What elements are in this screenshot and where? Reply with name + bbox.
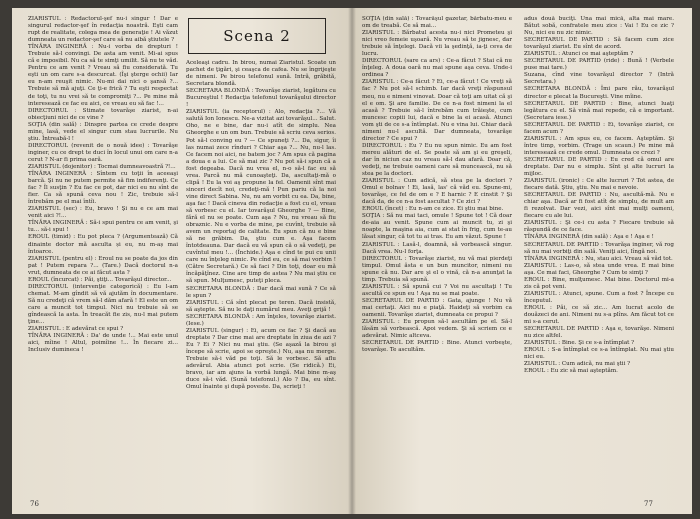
left-page bbox=[12, 8, 352, 514]
left-column-1: ZIARISTUL : Redactorul-şef nu-i singur ! Dar e singurul redactor-şef în redacţia noastră. Eşti cam rupt de realitate, colega mea de generaţie ! Ai văzut dumneata un redactor-şef care să nu aibă ştiutele ? TÎNĂRA INGINERĂ : Nu-i vorba de drepturi ! Trebuie să-l convingi. De asta am venit. Mi-ai spus că e imposibil. Nu ca să te simţi umilit. Să nu te văd. Pentru ce am venit ? Vreau să fiu considerată. Tu eşti un om care s-a descurcat. (Îşi şterge ochii) Iar eu n-am reuşit nimic. Nu-mi dai nici o şansă ?... Trebuie să mă ajuţi. Ce ţi-e frică ? Tu eşti respectat de toţi, tu nu vrei să te compromiţi ?... Pe mine mă interesează ce fac eu aici, ce vreau eu să fac !... DIRECTORUL : Stimate tovarăşe ziarist, n-ai obiecţiuni nici de ce vine ? SOŢIA (din sală) : Dinspre partea ce crede despre mine, lasă, vede el singur cum stau lucrurile. Nu ştiu. Întreabă-l ! DIRECTORUL (revenit de o nouă idee) : Tovarăşe inginer, cu ce drept te duci în locul unui om care n-a cerut ? N-ar fi prima oară. ZIARISTUL (dojenitor) : Tocmai dumneavoastră ?!... TÎNĂRA INGINERĂ : Sîntem cu toţii în aceeaşi barcă. Şi nu ne putem permite să fim indiferenţi. Ce fac ? Îl susţin ? Eu fac ce pot, dar nici eu nu sînt de fier. Ca să spună ceva nou ! Zic, trebuie să-l întrebăm pe el mai întîi. ZIARISTUL (sec) : Eu, bravo ! Şi nu e ce am mai venit aici ?!... TÎNĂRA INGINERĂ : Să-i spui pentru ce am venit, şi tu... să-i spui ! EROUL (timid) : Eu pot pleca ? (Argumentează) Că dinainte doctor mă asculta și eu, nu m-aș mai întoarce. ZIARISTUL (pentru el) : Eroul nu se poate da jos din pat ! Putem repara ?... (Tare.) Dacă doctorul n-a vrut, dumneata de ce ai făcut asta ? EROUL (încurcat) : Păi, ştiţi... Tovarăşul director... DIRECTORUL (intervenţie categorică) : Eu l-am chemat. M-am gîndit să vă ajutăm în documentare. Să nu credeţi că vrem să-l dăm afară ! El este un om care a muncit tot timpul. Nici nu trebuie să se gîndească la asta. În treacăt fie zis, nu-l mai putem ţine... ZIARISTUL : E adevărat ce spui ? TÎNĂRA INGINERĂ : Da' de unde !... Mai este unul aici, mîine ! Altul, poimîine !... În fiecare zi... Inclusiv dumineca ! bbox=[28, 16, 178, 354]
right-page bbox=[352, 8, 692, 514]
right-column-2: adus două buciţi. Una mai mică, alta mai mare. Bătut sobă, confratele meu zice : Vai ! Eu ce zic ? Nu, nici eu nu zic nimic. SECRETARUL DE PARTID : Să facem cum zice tovarăşul ziarist. Eu sînt de acord. ZIARISTUL : Atunci ce mai aşteptăm ? SECRETARUL DE PARTID (ride) : Bună ! (Verbele puse mai tare.) Suzana, cînd vine tovarăşul director ? (Intră Secretara.) SECRETARA BLONDĂ : Îmi pare rău, tovarăşul director e plecat la Bucureşti. Vine mîine. SECRETARUL DE PARTID : Bine, atunci luaţi legătura cu el. Să vină mai repede, că e important. (Secretara iese.) SECRETARUL DE PARTID : Ei, tovarăşe ziarist, ce facem acum ? ZIARISTUL : Am spus eu, ce facem. Aşteptăm. Şi între timp, vorbim. (Trage un scaun.) Pe mine mă interesează ce crede omul. Dumneata ce crezi ? SECRETARUL DE PARTID : Eu cred că omul are dreptate. Dar nu e simplu. Sînt şi alte lucruri la mijloc. ZIARISTUL (ironic) : Ce alte lucruri ? Tot astea, de fiecare dată. Ştiu, ştiu. Nu mai e nevoie. SECRETARUL DE PARTID : Nu, ascultă-mă. Nu e chiar aşa. Dacă ar fi fost atît de simplu, de mult am fi rezolvat. Dar vezi, aici sînt mai mulţi oameni, fiecare cu ale lui. ZIARISTUL : Şi ce-i cu asta ? Fiecare trebuie să răspundă de ce face. TÎNĂRA INGINERĂ (din sală) : Aşa e ! Aşa e ! SECRETARUL DE PARTID : Tovarăşa inginer, vă rog să nu mai vorbiţi din sală. Veniţi aici, lîngă noi. TÎNĂRA INGINERĂ : Nu, stau aici. Vreau să văd tot. ZIARISTUL : Las-o, să stea unde vrea. E mai bine aşa. Ce mai faci, Gheorghe ? Cum te simţi ? EROUL : Bine, mulţumesc. Mai bine. Doctorul mi-a zis că pot veni. ZIARISTUL : Atunci, spune. Cum a fost ? Începe cu începutul. EROUL : Păi, ce să zic... Am lucrat acolo de douăzeci de ani. Nimeni nu s-a plîns. Am făcut tot ce mi s-a cerut. SECRETARUL DE PARTID : Aşa e, tovarăşe. Nimeni nu zice altfel. ZIARISTUL : Bine. Şi ce s-a întîmplat ? EROUL : S-a întîmplat ce s-a întîmplat. Nu mai ştiu nici eu. ZIARISTUL : Cum adică, nu mai ştii ? EROUL : Eu zic să mai aşteptăm. bbox=[524, 16, 674, 375]
page-number-right: 77 bbox=[644, 500, 653, 508]
book-spread bbox=[12, 8, 692, 514]
scene-heading-box bbox=[188, 18, 326, 54]
scene-heading: Scena 2 bbox=[223, 27, 291, 45]
right-column-1: SOŢIA (din sală) : Tovarăşul gazetar, bărbatu-meu e om de treabă. Ce să mai... ZIARISTUL : Bărbatul acesta nu-i nici Prometeu şi nici vreo femeie uşoară. Nu vreau să te jignesc, dar trebuie să înţelegi. Dacă vii la şedinţă, ia-ţi ceva de lucru. DIRECTORUL (sare ca ars) : Ce-a făcut ? Stai că nu înţeleg. A doua oară nu mai spune aşa ceva. Unde-i ordinea ? ZIARISTUL : Ce-a făcut ? Ei, ce-a făcut ! Ce vreţi să fac ? Nu pot să-l schimb. Iar dacă vreţi răspunsul meu, nu e nimeni vinovat. Doar că toţi am uitat că şi el e om. Şi are familie. De ce n-a fost nimeni la el acasă ? Trebuie să-l întrebăm cum trăieşte, cum muncesc copiii lui, dacă e bine la ei acasă. Atunci vom şti de ce s-a întîmplat. Nu e vina lui. Chiar dacă nimeni nu-l ascultă. Dar dumneata, tovarăşe director ? Ce spui ? DIRECTORUL : Eu ? Eu nu spun nimic. Eu am fost mereu alături de el. Se poate să am şi eu greşeli, dar în niciun caz nu vreau să-l dau afară. Doar că, vedeţi, ne trebuie oameni care să muncească, nu să stea pe la doctori. ZIARISTUL : Cum adică, să stea pe la doctori ? Omul e bolnav ! Ei, lasă, las' că văd eu. Spune-mi, tovarăşe, ce fel de om e ? E harnic ? E cinstit ? Şi dacă da, de ce n-a fost ascultat ? Ce zici ? EROUL (încet) : Eu n-am ce zice. Ei ştiu mai bine. SOŢIA : Să nu mai taci, omule ! Spune tot ! Că doar de-aia au venit. Spune cum ai muncit tu, zi şi noapte, la maşina aia, cum ai stat în frig, cum te-au lăsat singur, că tot tu ai tras. Eu am văzut. Spune ! ZIARISTUL : Lasă-l, doamnă, să vorbească singur. Dacă vrea. Nu-l forţa. DIRECTORUL : Tovarăşe ziarist, nu vă mai pierdeţi timpul. Omul ăsta e un bun muncitor, nimeni nu spune că nu. Dar are şi el o vină, că n-a anunţat la timp. Trebuia să spună. ZIARISTUL : Să spună cui ? Voi nu ascultaţi ! Tu ascultă ce spun eu ! Aşa nu se mai poate. SECRETARUL DE PARTID : Gata, ajunge ! Nu vă mai certaţi. Aici nu e piaţă. Haideţi să vorbim ca oamenii. Tovarăşe ziarist, dumneata ce propui ? ZIARISTUL : Eu propun să-l ascultăm pe el. Să-l lăsăm să vorbească. Apoi vedem. Şi să scriem ce e adevărat. Nimic altceva. SECRETARUL DE PARTID : Bine. Atunci vorbeşte, tovarăşe. Te ascultăm. bbox=[362, 16, 512, 354]
page-number-left: 76 bbox=[30, 500, 39, 508]
left-column-2: Aceleaşi cadru. În birou, numai Ziaristul. Scoate un pachet de ţigări, şi ceaşca de cafea. Nu se îngrijeşte de nimeni. Pe birou telefonul sună. Intră, grăbită, Secretara blondă. SECRETARA BLONDĂ : Tovarăşe ziarist, legătura cu Bucureştiul ! Redacţia telefonul tovarăşului director ! ZIARISTUL (ia receptorul) : Alo, redacţia ?... Vă salută Ion Ionescu. Ne-a vizitat azi tovarăşul... Salut. Oho, ne e bine, dar nu-i atît de simplu. Nea Gheorghe e un om bun. Trebuie să scriu ceva serios. Pot să-l conving eu ? — Ce spuneţi ?... Da, sigur, îi las numai zece rînduri ? Chiar aşa ?... Nu, nu-l las. Ce facem noi aici, ne batem joc ? Am spus că pagina a doua e a lui. Ce să mai zic ? Nu pot să-i spun că a fost degeaba. Dacă nu vrea el, n-o să-l fac eu să vrea. Parcă nu mă cunoaşteţi. Da, ascultaţi-mă o clipă ! Eu la voi aş propune la fel. Oamenii sînt mai sinceri decît noi, credeţi-mă ! Pun pariu că la noi vine direct Sabina. Nu, nu am vorbit cu ea. Da, bine, aşa fac ! Dacă cineva din redacţie a fost cu el, vreau să vorbesc cu el. Iar tovarăşul Gheorghe ? — Bine, fără el nu se poate. Cum aşa ? Nu, nu vreau să fiu obraznic. Nu e vorba de mine, pe cuvînt, trebuie să avem un reportaj de calitate. Eu spun că nu e bine să ne grăbim. Da, ştiu cum e. Aşa facem întotdeauna. Dar dacă eu vă spun că o să vedeţi, pe cuvîntul meu !... (Închide.) Aşa e cînd te pui cu unii care nu înţeleg nimic. Pe cînd eu, ce să mai vorbim ! (Către Secretară.) Ce să faci ? Din toţi, doar eu mă încăpăţînez. Cine are timp de astea ? Nu mai ştiu ce să spun. Mulţumesc, puteţi pleca. SECRETARA BLONDĂ : Dar dacă mai sună ? Ce să le spun ? ZIARISTUL : Că sînt plecat pe teren. Dacă insistă, să aştepte. Să nu le daţi numărul meu. Aveţi grijă ! SECRETARA BLONDĂ : Am înţeles, tovarăşe ziarist. (Iese.) ZIARISTUL (singur) : Ei, acum ce fac ? Şi dacă au dreptate ? Dar cine mai are dreptate în ziua de azi ? Eu ? Ei ? Nici nu mai ştiu. (Se aşază la birou şi începe să scrie, apoi se opreşte.) Nu, aşa nu merge. Trebuie să-i văd pe toţi. Să le vorbesc. Să aflu adevărul. Abia atunci pot scrie. (Se ridică.) Ei, bravo, iar am ajuns la vorbă lungă. Mai bine m-aş duce să-i văd. (Sună telefonul.) Alo ? Da, eu sînt. Omul înainte şi după poveste. Da, scrieţi ! bbox=[186, 60, 336, 391]
book-gutter bbox=[348, 8, 356, 514]
